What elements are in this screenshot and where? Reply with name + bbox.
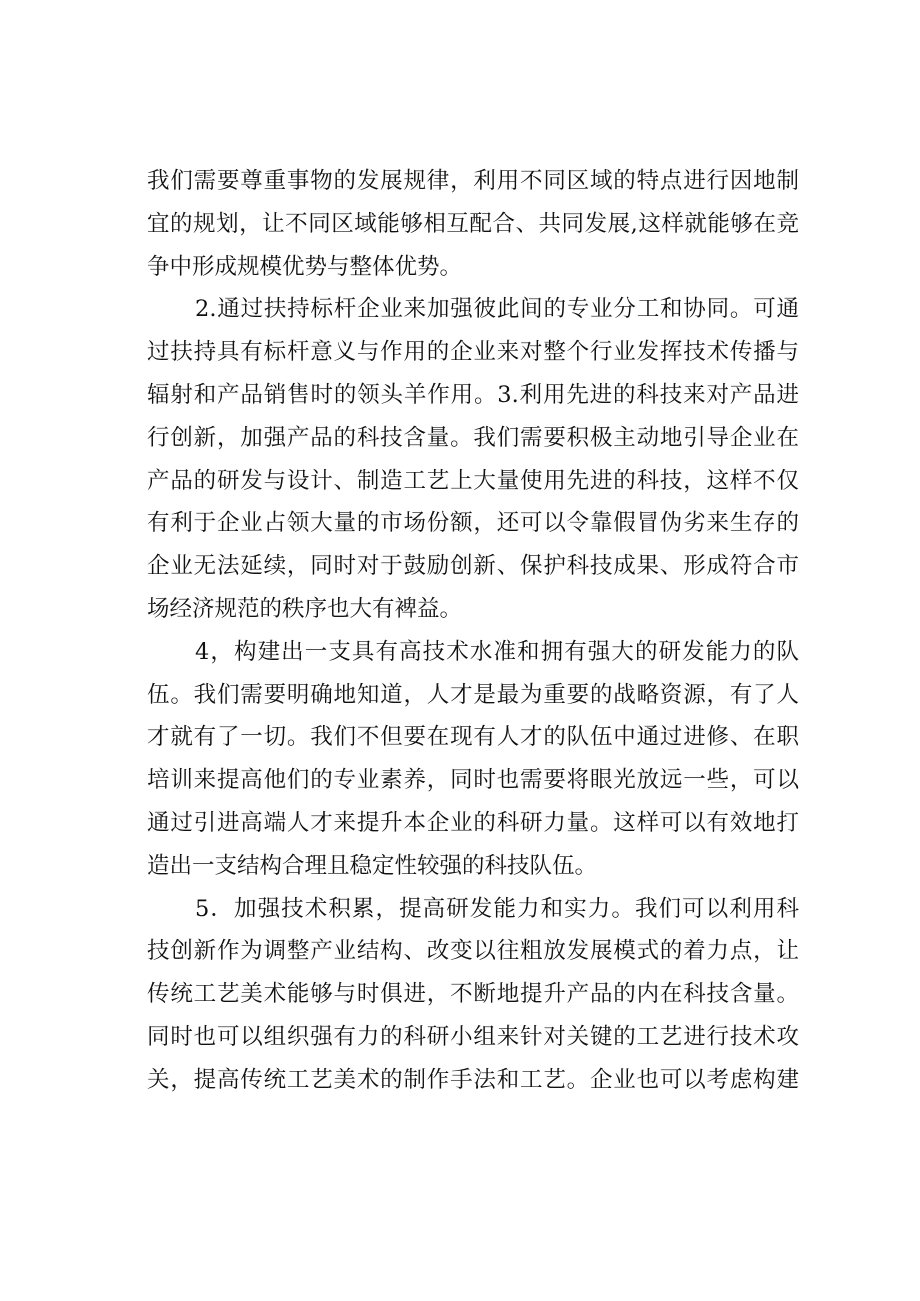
- text-line: 关，提高传统工艺美术的制作手法和工艺。企业也可以考虑构建: [147, 1066, 799, 1093]
- text-line: 我们需要尊重事物的发展规律，利用不同区域的特点进行因地制: [147, 168, 799, 194]
- text-line: 场经济规范的秩序也大有裨益。: [147, 595, 463, 622]
- text-line: 通过引进高端人才来提升本企业的科研力量。这样可以有效地打: [147, 809, 799, 836]
- text-line: 才就有了一切。我们不但要在现有人才的队伍中通过进修、在职: [147, 724, 799, 751]
- text-line: 企业无法延续，同时对于鼓励创新、保护科技成果、形成符合市: [147, 553, 799, 580]
- text-line: 传统工艺美术能够与时俱进，不断地提升产品的内在科技含量。: [147, 981, 799, 1008]
- text-line: 辐射和产品销售时的领头羊作用。3.利用先进的科技来对产品进: [147, 381, 799, 408]
- paragraph-start-line: 5．加强技术积累，提高研发能力和实力。我们可以利用科: [195, 895, 799, 922]
- text-line: 产品的研发与设计、制造工艺上大量使用先进的科技，这样不仅: [147, 467, 799, 494]
- paragraph-start-line: 4，构建出一支具有高技术水准和拥有强大的研发能力的队: [195, 638, 799, 665]
- text-line: 技创新作为调整产业结构、改变以往粗放发展模式的着力点，让: [147, 938, 799, 965]
- text-line: 造出一支结构合理且稳定性较强的科技队伍。: [147, 852, 598, 879]
- text-line: 行创新，加强产品的科技含量。我们需要积极主动地引导企业在: [147, 424, 799, 451]
- text-line: 同时也可以组织强有力的科研小组来针对关键的工艺进行技术攻: [147, 1023, 799, 1050]
- text-line: 伍。我们需要明确地知道，人才是最为重要的战略资源，有了人: [147, 681, 799, 708]
- text-line: 培训来提高他们的专业素养，同时也需要将眼光放远一些，可以: [147, 767, 799, 794]
- body-text: [147, 160, 799, 1102]
- text-line: 争中形成规模优势与整体优势。: [147, 253, 463, 280]
- text-line: 有利于企业占领大量的市场份额，还可以令靠假冒伪劣来生存的: [147, 510, 799, 537]
- paragraph-start-line: 2.通过扶持标杆企业来加强彼此间的专业分工和协同。可通: [195, 296, 799, 323]
- text-line: 宜的规划，让不同区域能够相互配合、共同发展,这样就能够在竞: [147, 210, 799, 237]
- text-line: 过扶持具有标杆意义与作用的企业来对整个行业发挥技术传播与: [147, 339, 799, 366]
